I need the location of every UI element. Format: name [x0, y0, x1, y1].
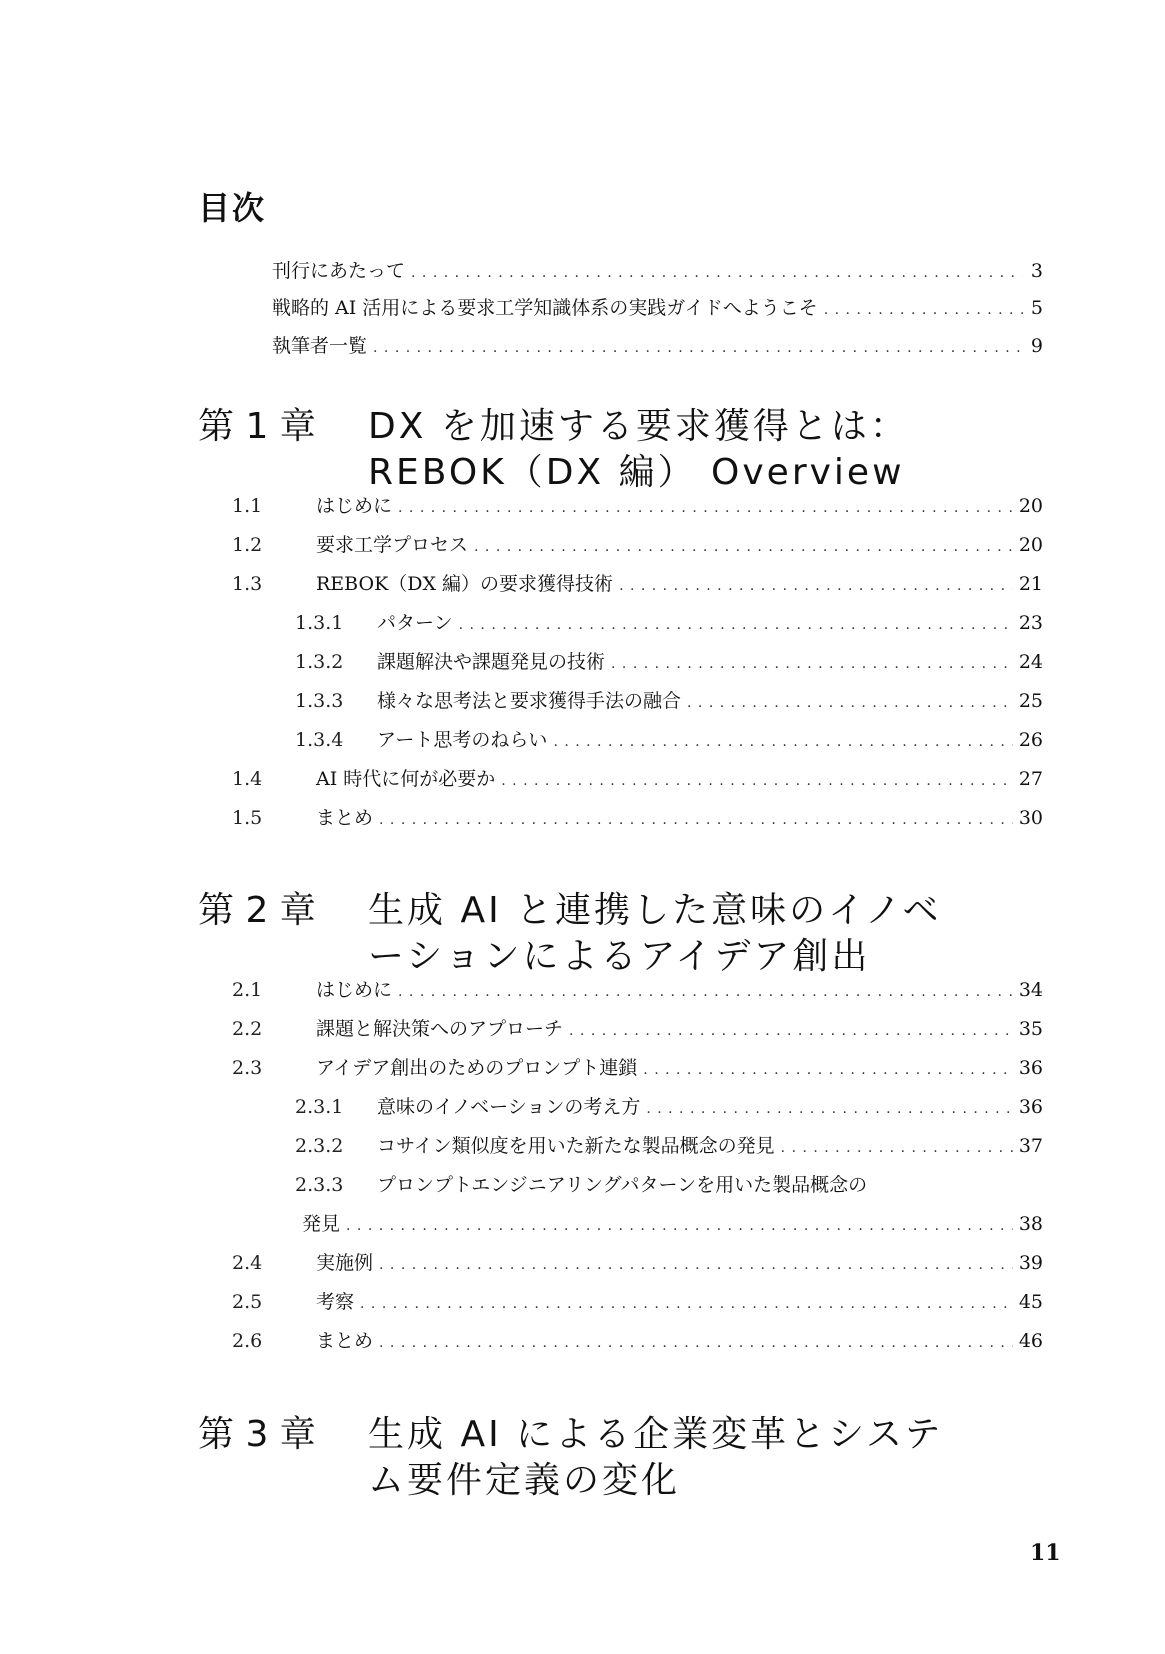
toc-entry[interactable] [272, 256, 1043, 286]
entry-page: 20 [1018, 495, 1043, 517]
entry-title: AI 時代に何が必要か [316, 768, 496, 790]
section-number: 2.3 [232, 1057, 263, 1079]
toc-entry[interactable] [295, 1131, 1043, 1161]
section-number: 2.3.2 [295, 1135, 344, 1157]
leader-dots [379, 805, 1013, 835]
entry-title: 様々な思考法と要求獲得手法の融合 [377, 690, 682, 712]
entry-title: コサイン類似度を用いた新たな製品概念の発見 [377, 1135, 775, 1157]
entry-page: 30 [1018, 807, 1043, 829]
section-number: 2.5 [232, 1291, 263, 1313]
toc-entry[interactable] [295, 608, 1043, 638]
entry-title: 戦略的 AI 活用による要求工学知識体系の実践ガイドへようこそ [272, 297, 818, 319]
entry-title: まとめ [316, 1330, 374, 1352]
entry-title: はじめに [316, 979, 393, 1001]
entry-title: アート思考のねらい [377, 729, 548, 751]
toc-entry[interactable] [232, 530, 1043, 560]
entry-title: REBOK（DX 編）の要求獲得技術 [316, 573, 614, 595]
entry-title: 要求工学プロセス [316, 534, 469, 556]
entry-page: 26 [1018, 729, 1043, 751]
toc-entry[interactable] [272, 331, 1043, 361]
section-number: 2.3.3 [295, 1174, 344, 1196]
entry-title: 考察 [316, 1291, 355, 1313]
leader-dots [379, 1250, 1013, 1280]
chapter-title: DX を加速する要求獲得とは：REBOK（DX 編） Overview [368, 406, 909, 493]
toc-entry[interactable] [295, 647, 1043, 677]
leader-dots [501, 766, 1013, 796]
chapter-title: 生成 AI と連携した意味のイノベーションによるアイデア創出 [368, 890, 942, 977]
entry-title: パターン [377, 612, 453, 634]
leader-dots [346, 1211, 1013, 1241]
entry-title: 課題と解決策へのアプローチ [316, 1018, 564, 1040]
toc-entry[interactable] [232, 764, 1043, 794]
section-number: 2.4 [232, 1252, 263, 1274]
section-number: 2.2 [232, 1018, 263, 1040]
entry-page: 37 [1018, 1135, 1043, 1157]
leader-dots [373, 333, 1023, 363]
entry-page: 38 [1018, 1213, 1043, 1235]
leader-dots [619, 571, 1013, 601]
leader-dots [411, 258, 1023, 288]
leader-dots [360, 1289, 1013, 1319]
entry-page: 24 [1018, 651, 1043, 673]
section-number: 1.3.1 [295, 612, 344, 634]
section-number: 1.3.3 [295, 690, 344, 712]
entry-page: 46 [1018, 1330, 1043, 1352]
leader-dots [398, 977, 1013, 1007]
leader-dots [781, 1133, 1013, 1163]
entry-page: 45 [1018, 1291, 1043, 1313]
toc-entry[interactable] [232, 569, 1043, 599]
toc-entry[interactable] [295, 725, 1043, 755]
leader-dots [643, 1055, 1013, 1085]
section-number: 1.4 [232, 768, 263, 790]
entry-title: アイデア創出のためのプロンプト連鎖 [316, 1057, 638, 1079]
section-number: 1.2 [232, 534, 263, 556]
leader-dots [569, 1016, 1013, 1046]
entry-page: 35 [1018, 1018, 1043, 1040]
section-number: 1.1 [232, 495, 263, 517]
leader-dots [459, 610, 1013, 640]
toc-entry[interactable] [272, 293, 1043, 323]
chapter-title: 生成 AI による企業変革とシステム要件定義の変化 [368, 1414, 944, 1501]
section-number: 2.6 [232, 1330, 263, 1352]
leader-dots [398, 493, 1013, 523]
page-number: 11 [1030, 1540, 1061, 1566]
entry-title: まとめ [316, 807, 374, 829]
toc-entry[interactable] [232, 1326, 1043, 1356]
entry-page: 27 [1018, 768, 1043, 790]
section-number: 1.3.2 [295, 651, 344, 673]
entry-page: 20 [1018, 534, 1043, 556]
entry-page: 23 [1018, 612, 1043, 634]
toc-entry[interactable] [295, 1170, 1043, 1200]
leader-dots [646, 1094, 1012, 1124]
entry-title: 課題解決や課題発見の技術 [377, 651, 606, 673]
leader-dots [611, 649, 1013, 679]
section-number: 2.1 [232, 979, 263, 1001]
toc-heading: 目次 [198, 189, 267, 227]
chapter-label: 第 1 章 [198, 406, 316, 447]
entry-title-continued: 発見 [302, 1213, 341, 1235]
chapter-label: 第 3 章 [198, 1414, 316, 1455]
toc-entry[interactable] [232, 1248, 1043, 1278]
entry-title: 意味のイノベーションの考え方 [377, 1096, 641, 1118]
entry-page: 34 [1018, 979, 1043, 1001]
leader-dots [824, 295, 1023, 325]
leader-dots [553, 727, 1012, 757]
entry-page: 39 [1018, 1252, 1043, 1274]
toc-entry[interactable] [232, 1287, 1043, 1317]
entry-page: 36 [1018, 1057, 1043, 1079]
entry-page: 5 [1030, 297, 1043, 319]
entry-title: 執筆者一覧 [272, 335, 368, 357]
entry-page: 25 [1018, 690, 1043, 712]
toc-entry[interactable] [232, 803, 1043, 833]
toc-entry[interactable] [295, 1092, 1043, 1122]
toc-entry[interactable] [232, 491, 1043, 521]
entry-page: 3 [1030, 260, 1043, 282]
entry-page: 21 [1018, 573, 1043, 595]
entry-title: 刊行にあたって [272, 260, 406, 282]
toc-entry[interactable] [295, 686, 1043, 716]
entry-title: 実施例 [316, 1252, 374, 1274]
entry-title: はじめに [316, 495, 393, 517]
leader-dots [687, 688, 1013, 718]
toc-entry[interactable] [232, 1014, 1043, 1044]
toc-entry[interactable] [232, 1053, 1043, 1083]
leader-dots [474, 532, 1013, 562]
chapter-label: 第 2 章 [198, 890, 316, 931]
entry-title: プロンプトエンジニアリングパターンを用いた製品概念の [377, 1174, 868, 1196]
section-number: 1.3.4 [295, 729, 344, 751]
toc-entry[interactable] [232, 975, 1043, 1005]
entry-page: 36 [1018, 1096, 1043, 1118]
toc-entry-continued[interactable] [302, 1209, 1043, 1239]
section-number: 1.5 [232, 807, 263, 829]
section-number: 1.3 [232, 573, 263, 595]
entry-page: 9 [1030, 335, 1043, 357]
leader-dots [379, 1328, 1013, 1358]
section-number: 2.3.1 [295, 1096, 344, 1118]
